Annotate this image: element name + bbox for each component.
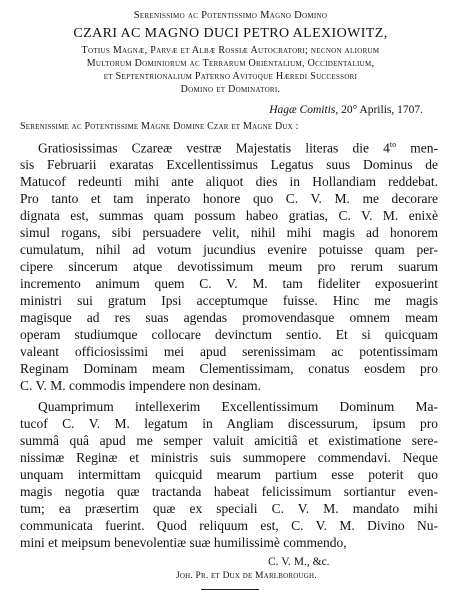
body-line: Gratiosissimas Czareæ vestræ Majestatis literas die $4^{to}$ men- — [38, 140, 438, 156]
body-line: dignata est, summas quam possum habeo gratias, C. V. M. enixè — [20, 208, 438, 223]
body-line: tucof C. V. M. legatum in Angliam discessurum, ipsum pro — [20, 416, 438, 431]
body-line: summâ quâ apud me semper valuit amicitiâ et existimatione sere- — [20, 433, 438, 448]
salutation: Serenissime ac Potentissime Magne Domine Czar et Magne Dux : — [20, 121, 299, 132]
body-line: sis Februarii exaratas Excellentissimus Legatus suus Dominus de — [20, 157, 438, 172]
ordinal-superscript: to — [389, 140, 397, 149]
closing-formula: C. V. M., &c. — [268, 556, 330, 568]
heading-line-4: Multorum Dominiorum ac Terrarum Orientalium, Occidentalium, — [86, 58, 375, 69]
body-line: magis negotia quæ tractanda habeat felicissimum sortiantur even- — [20, 484, 438, 499]
heading-line-5: et Septentrionalium Paterno Avitoque Hæredi Successori — [103, 71, 358, 82]
body-line: nissimæ Reginæ et ministris suis summopere commendavi. Neque — [20, 450, 438, 465]
closing-rule — [201, 589, 259, 590]
body-line: Reginam Dominam meam Clementissimam, conatus eosdem pro — [20, 361, 438, 376]
heading-line-3: Totius Magnæ, Parvæ et Albæ Rossiæ Autocratori; necnon aliorum — [81, 45, 380, 56]
dateline — [269, 104, 423, 116]
signature: Joh. Pr. et Dux de Marlborough. — [176, 571, 317, 581]
heading-line-1: Serenissimo ac Potentissimo Magno Domino — [133, 10, 328, 21]
body-line: Matucof redeunti mihi ante aliquot dies in Hollandiam reddebat. — [20, 174, 438, 189]
body-line: mini et meipsum benevolentiæ suæ humilissimè commendo, — [20, 535, 347, 550]
body-line: operam studiumque collocare devinctum sentio. Et si quicquam — [20, 327, 438, 342]
dateline-date: 20° Aprilis, 1707. — [341, 104, 423, 116]
heading-addressee: CZARI AC MAGNO DUCI PETRO ALEXIOWITZ, — [73, 26, 388, 41]
heading-line-6: Domino et Dominatori. — [180, 84, 281, 95]
body-line: valeant officiosissimi mei apud serenissimam ac potentissimam — [20, 344, 438, 359]
body-line: magisque ad res suas agendas promovendasque omnem meam — [20, 310, 438, 325]
body-line: Pro tanto et tam inperato honore quo C. V. M. me decorare — [20, 191, 438, 206]
body-line: cipere sincerum atque devotissimum meum pro rerum suarum — [20, 259, 438, 274]
body-line: tum; ea præsertim quæ ex speciali C. V. M. mandato mihi — [20, 501, 438, 516]
body-line: ministri sui gratum Ipsi acceptumque fuisse. Hinc me magis — [20, 293, 438, 308]
body-line: unquam intermittam quicquid mearum partium esse poterit quo — [20, 467, 438, 482]
body-line: communicata fuerint. Quod reliquum est, C. V. M. Divino Nu- — [20, 518, 438, 533]
body-line: simul rogans, sibi persuadere velit, nihil mihi magis ad honorem — [20, 225, 438, 240]
body-line: incremento animum quem C. V. M. tam fideliter exposuerint — [20, 276, 438, 291]
body-line: cumulatum, nihil ad votum jucundius evenire potuisse quam per- — [20, 242, 438, 257]
dateline-place: Hagæ Comitis, — [269, 104, 339, 116]
body-line: Quamprimum intellexerim Excellentissimum Dominum Ma- — [38, 399, 438, 414]
body-line: C. V. M. commodis impendere non desinam. — [20, 378, 261, 393]
